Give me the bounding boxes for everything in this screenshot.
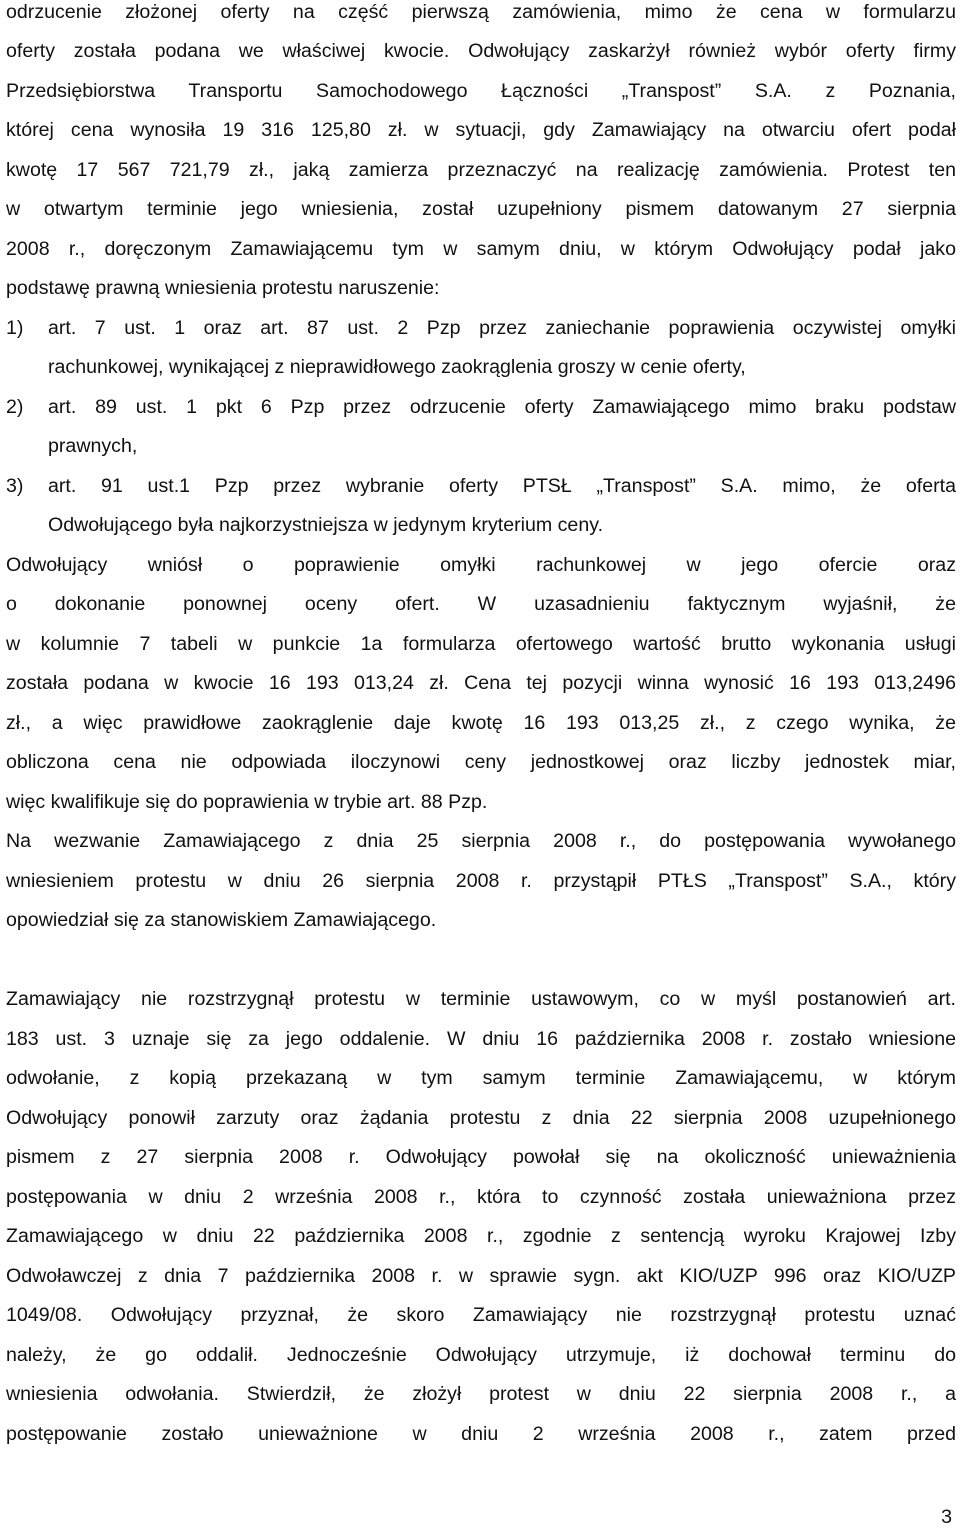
text-line: więc kwalifikuje się do poprawienia w trybie art. 88 Pzp. <box>6 791 488 813</box>
text-line: oferty została podana we właściwej kwocie. Odwołujący zaskarżył również wybór oferty firmy <box>6 40 956 62</box>
text-line: Przedsiębiorstwa Transportu Samochodowego Łączności „Transpost” S.A. z Poznania, <box>6 80 956 102</box>
text-line: o dokonanie ponownej oceny ofert. W uzasadnieniu faktycznym wyjaśnił, że <box>6 593 956 615</box>
text-line: Odwoławczej z dnia 7 października 2008 r. w sprawie sygn. akt KIO/UZP 996 oraz KIO/UZP <box>6 1265 956 1287</box>
text-line: w kolumnie 7 tabeli w punkcie 1a formularza ofertowego wartość brutto wykonania usługi <box>6 633 956 655</box>
text-line: obliczona cena nie odpowiada iloczynowi ceny jednostkowej oraz liczby jednostek miar, <box>6 751 956 773</box>
text-line: wniesieniem protestu w dniu 26 sierpnia 2008 r. przystąpił PTŁS „Transpost” S.A., który <box>6 870 956 892</box>
page-number: 3 <box>941 1506 952 1528</box>
text-line: wniesienia odwołania. Stwierdził, że złożył protest w dniu 22 sierpnia 2008 r., a <box>6 1383 956 1405</box>
text-line: Zamawiający nie rozstrzygnął protestu w terminie ustawowym, co w myśl postanowień art. <box>6 988 956 1010</box>
text-line: należy, że go oddalił. Jednocześnie Odwołujący utrzymuje, iż dochował terminu do <box>6 1344 956 1366</box>
text-line: Na wezwanie Zamawiającego z dnia 25 sierpnia 2008 r., do postępowania wywołanego <box>6 830 956 852</box>
text-line: której cena wynosiła 19 316 125,80 zł. w sytuacji, gdy Zamawiający na otwarciu ofert podał <box>6 119 956 141</box>
text-line: 2008 r., doręczonym Zamawiającemu tym w samym dniu, w którym Odwołujący podał jako <box>6 238 956 260</box>
list-item-text: Odwołującego była najkorzystniejsza w jedynym kryterium ceny. <box>48 514 604 536</box>
list-item <box>6 314 956 342</box>
text-line: zł., a więc prawidłowe zaokrąglenie daje kwotę 16 193 013,25 zł., z czego wynika, że <box>6 712 956 734</box>
list-item <box>6 472 956 500</box>
text-line: kwotę 17 567 721,79 zł., jaką zamierza przeznaczyć na realizację zamówienia. Protest ten <box>6 159 956 181</box>
text-line: Odwołujący wniósł o poprawienie omyłki rachunkowej w jego ofercie oraz <box>6 554 956 576</box>
list-item-text: rachunkowej, wynikającej z nieprawidłowego zaokrąglenia groszy w cenie oferty, <box>48 356 746 378</box>
text-line: odwołanie, z kopią przekazaną w tym samym terminie Zamawiającemu, w którym <box>6 1067 956 1089</box>
text-line: odrzucenie złożonej oferty na część pierwszą zamówienia, mimo że cena w formularzu <box>6 1 956 23</box>
list-item-text: art. 89 ust. 1 pkt 6 Pzp przez odrzucenie oferty Zamawiającego mimo braku podstaw <box>48 396 956 418</box>
text-line: 183 ust. 3 uznaje się za jego oddalenie. W dniu 16 października 2008 r. zostało wniesione <box>6 1028 956 1050</box>
list-item <box>6 393 956 421</box>
text-line: w otwartym terminie jego wniesienia, został uzupełniony pismem datowanym 27 sierpnia <box>6 198 956 220</box>
list-item-number: 2) <box>6 396 24 418</box>
text-line: 1049/08. Odwołujący przyznał, że skoro Zamawiający nie rozstrzygnął protestu uznać <box>6 1304 956 1326</box>
text-line: postępowanie zostało unieważnione w dniu 2 września 2008 r., zatem przed <box>6 1423 956 1445</box>
list-item-text: prawnych, <box>48 435 138 457</box>
text-line: postępowania w dniu 2 września 2008 r., która to czynność została unieważniona przez <box>6 1186 956 1208</box>
list-item-text: art. 91 ust.1 Pzp przez wybranie oferty PTSŁ „Transpost” S.A. mimo, że oferta <box>48 475 956 497</box>
list-item-continuation <box>6 432 956 460</box>
list-item-continuation <box>6 353 956 381</box>
list-item-number: 3) <box>6 475 24 497</box>
text-line: została podana w kwocie 16 193 013,24 zł. Cena tej pozycji winna wynosić 16 193 013,2496 <box>6 672 956 694</box>
text-line: opowiedział się za stanowiskiem Zamawiającego. <box>6 909 437 931</box>
text-line: Zamawiającego w dniu 22 października 2008 r., zgodnie z sentencją wyroku Krajowej Izby <box>6 1225 956 1247</box>
text-line: podstawę prawną wniesienia protestu naruszenie: <box>6 277 440 299</box>
text-line: Odwołujący ponowił zarzuty oraz żądania protestu z dnia 22 sierpnia 2008 uzupełnionego <box>6 1107 956 1129</box>
list-item-number: 1) <box>6 317 24 339</box>
text-line: pismem z 27 sierpnia 2008 r. Odwołujący powołał się na okoliczność unieważnienia <box>6 1146 956 1168</box>
list-item-continuation <box>6 511 956 539</box>
list-item-text: art. 7 ust. 1 oraz art. 87 ust. 2 Pzp przez zaniechanie poprawienia oczywistej omyłki <box>48 317 956 339</box>
